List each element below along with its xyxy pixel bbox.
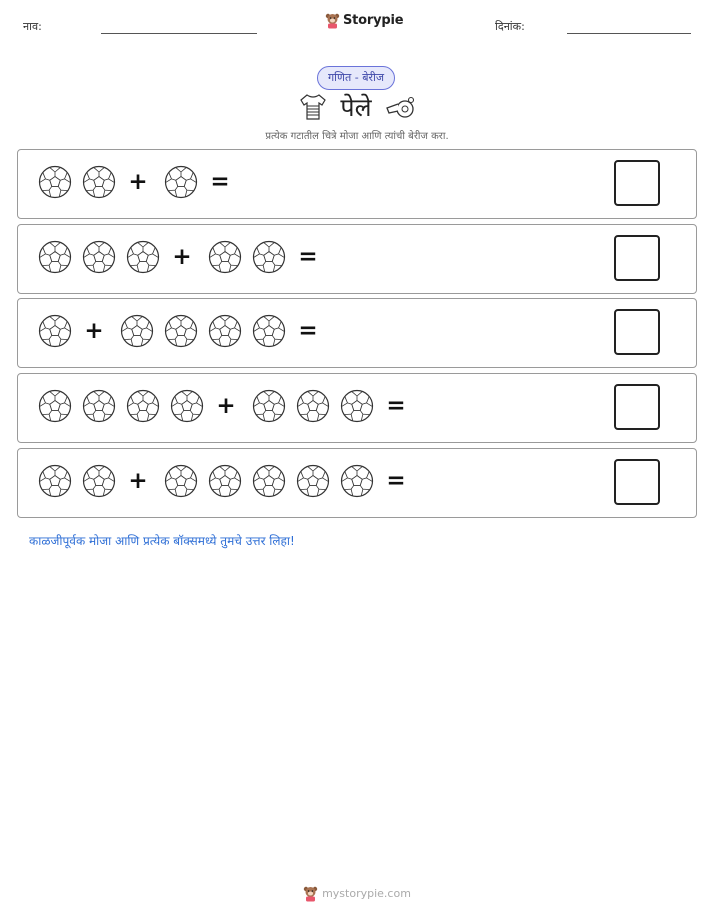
plus-sign: + xyxy=(128,468,148,494)
soccer-ball-icon xyxy=(82,240,116,274)
soccer-ball-icon xyxy=(38,314,72,348)
site-url: mystorypie.com xyxy=(322,887,411,900)
footer-note: काळजीपूर्वक मोजा आणि प्रत्येक बॉक्समध्ये तुमचे उत्तर लिहा! xyxy=(29,534,295,548)
soccer-ball-icon xyxy=(126,389,160,423)
soccer-ball-icon xyxy=(252,464,286,498)
date-label: दिनांक: xyxy=(495,20,525,33)
answer-box[interactable] xyxy=(614,309,660,355)
soccer-ball-icon xyxy=(164,464,198,498)
soccer-ball-icon xyxy=(38,165,72,199)
site-footer xyxy=(0,885,714,902)
soccer-ball-icon xyxy=(82,464,116,498)
equals-sign: = xyxy=(386,393,406,419)
answer-box[interactable] xyxy=(614,384,660,430)
equals-sign: = xyxy=(386,468,406,494)
soccer-ball-icon xyxy=(126,240,160,274)
soccer-ball-icon xyxy=(82,165,116,199)
problem-items xyxy=(38,165,246,199)
name-label: नाव: xyxy=(23,20,42,33)
soccer-ball-icon xyxy=(38,240,72,274)
problem-row xyxy=(17,448,697,518)
problem-items xyxy=(38,240,334,274)
name-field-line[interactable] xyxy=(101,33,257,34)
date-field-line[interactable] xyxy=(567,33,691,34)
plus-sign: + xyxy=(128,169,148,195)
instructions: प्रत्येक गटातील चित्रे मोजा आणि त्यांची बेरीज करा. xyxy=(265,131,449,142)
subject-badge: गणित - बेरीज xyxy=(317,66,395,90)
soccer-ball-icon xyxy=(38,464,72,498)
page-title: पेले xyxy=(340,93,372,122)
brand-logo xyxy=(325,12,403,29)
problem-row xyxy=(17,224,697,294)
soccer-ball-icon xyxy=(208,464,242,498)
soccer-ball-icon xyxy=(252,314,286,348)
soccer-ball-icon xyxy=(340,464,374,498)
soccer-ball-icon xyxy=(296,464,330,498)
problem-row xyxy=(17,149,697,219)
storypie-bear-icon xyxy=(303,885,318,902)
whistle-icon xyxy=(384,94,416,120)
plus-sign: + xyxy=(216,393,236,419)
plus-sign: + xyxy=(172,244,192,270)
equals-sign: = xyxy=(210,169,230,195)
equals-sign: = xyxy=(298,318,318,344)
problem-row xyxy=(17,373,697,443)
problem-items xyxy=(38,314,334,348)
problem-items xyxy=(38,464,422,498)
title-row xyxy=(0,90,714,124)
soccer-ball-icon xyxy=(82,389,116,423)
soccer-ball-icon xyxy=(120,314,154,348)
soccer-ball-icon xyxy=(170,389,204,423)
soccer-ball-icon xyxy=(208,314,242,348)
brand-name: Storypie xyxy=(343,13,404,28)
plus-sign: + xyxy=(84,318,104,344)
problem-items xyxy=(38,389,422,423)
answer-box[interactable] xyxy=(614,459,660,505)
answer-box[interactable] xyxy=(614,160,660,206)
soccer-ball-icon xyxy=(208,240,242,274)
answer-box[interactable] xyxy=(614,235,660,281)
soccer-ball-icon xyxy=(296,389,330,423)
equals-sign: = xyxy=(298,244,318,270)
soccer-ball-icon xyxy=(38,389,72,423)
soccer-ball-icon xyxy=(164,314,198,348)
soccer-ball-icon xyxy=(340,389,374,423)
striped-shirt-icon xyxy=(298,93,328,121)
soccer-ball-icon xyxy=(252,389,286,423)
soccer-ball-icon xyxy=(164,165,198,199)
storypie-bear-icon xyxy=(325,12,340,29)
problem-row xyxy=(17,298,697,368)
soccer-ball-icon xyxy=(252,240,286,274)
